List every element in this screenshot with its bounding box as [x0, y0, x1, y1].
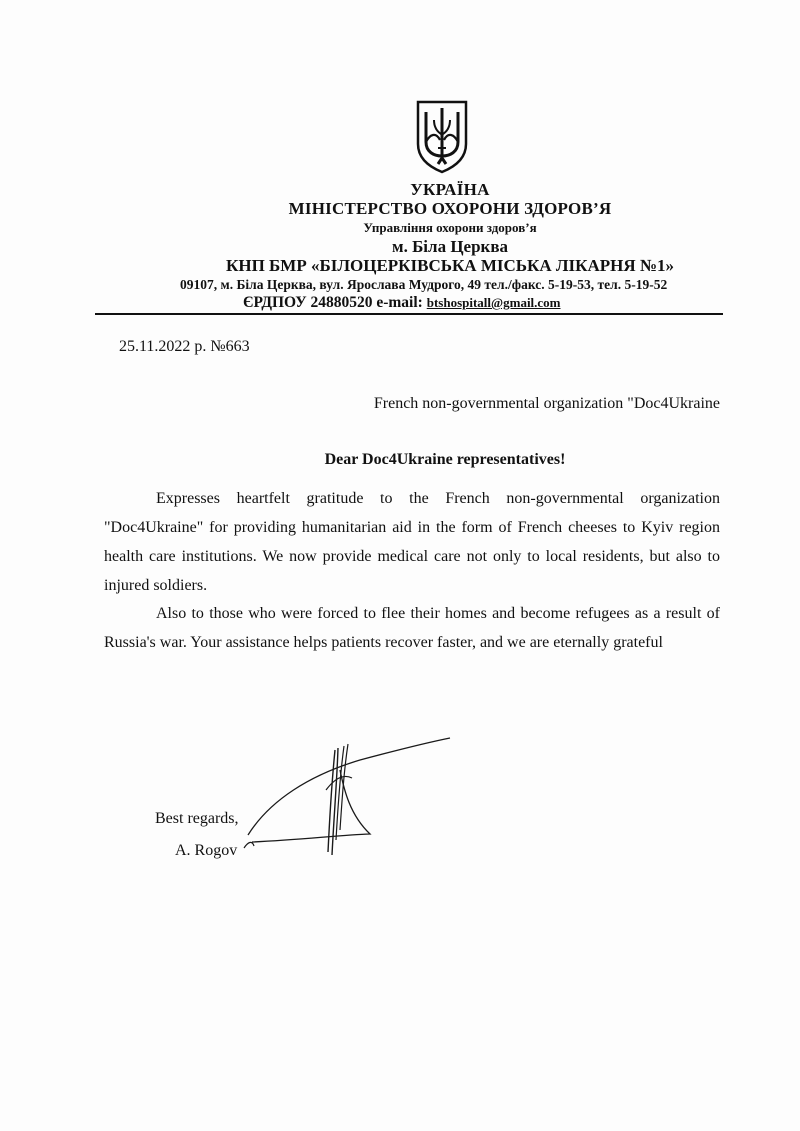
- closing-phrase: Best regards,: [155, 810, 239, 827]
- header-email-link[interactable]: btshospitall@gmail.com: [426, 295, 561, 310]
- letter-paragraph-1: Expresses heartfelt gratitude to the French non-governmental organization "Doc4Ukraine" for providing humanitarian aid in the form of French cheeses to Kyiv region health care institutions. We now provide medical care not only to local residents, but also to injured soldiers.: [104, 490, 720, 594]
- handwritten-signature: [240, 730, 460, 870]
- header-city: м. Біла Церква: [391, 237, 509, 256]
- letter-paragraph-2: Also to those who were forced to flee their homes and become refugees as a result of Russia's war. Your assistance helps patients recover faster, and we are eternally grateful: [104, 605, 720, 651]
- header-department: Управління охорони здоров’я: [363, 220, 537, 235]
- letter-reference: 25.11.2022 р. №663: [119, 338, 250, 355]
- header-address: 09107, м. Біла Церква, вул. Ярослава Мудрого, 49 тел./факс. 5-19-53, тел. 5-19-52: [180, 277, 668, 292]
- header-hospital: КНП БМР «БІЛОЦЕРКІВСЬКА МІСЬКА ЛІКАРНЯ №1»: [226, 256, 674, 275]
- letter-recipient: French non-governmental organization "Doc4Ukraine: [373, 395, 720, 412]
- header-ministry: МІНІСТЕРСТВО ОХОРОНИ ЗДОРОВ’Я: [288, 199, 612, 218]
- letter-closing: [155, 803, 239, 867]
- signatory-name: A. Rogov: [175, 842, 238, 859]
- header-edrpou: ЄРДПОУ 24880520 e-mail:: [243, 294, 427, 311]
- header-country: УКРАЇНА: [410, 180, 490, 199]
- header-divider: [95, 313, 723, 315]
- header-ids: [243, 294, 561, 312]
- tryzub-emblem-icon: [414, 98, 470, 174]
- letter-salutation: Dear Doc4Ukraine representatives!: [324, 451, 566, 468]
